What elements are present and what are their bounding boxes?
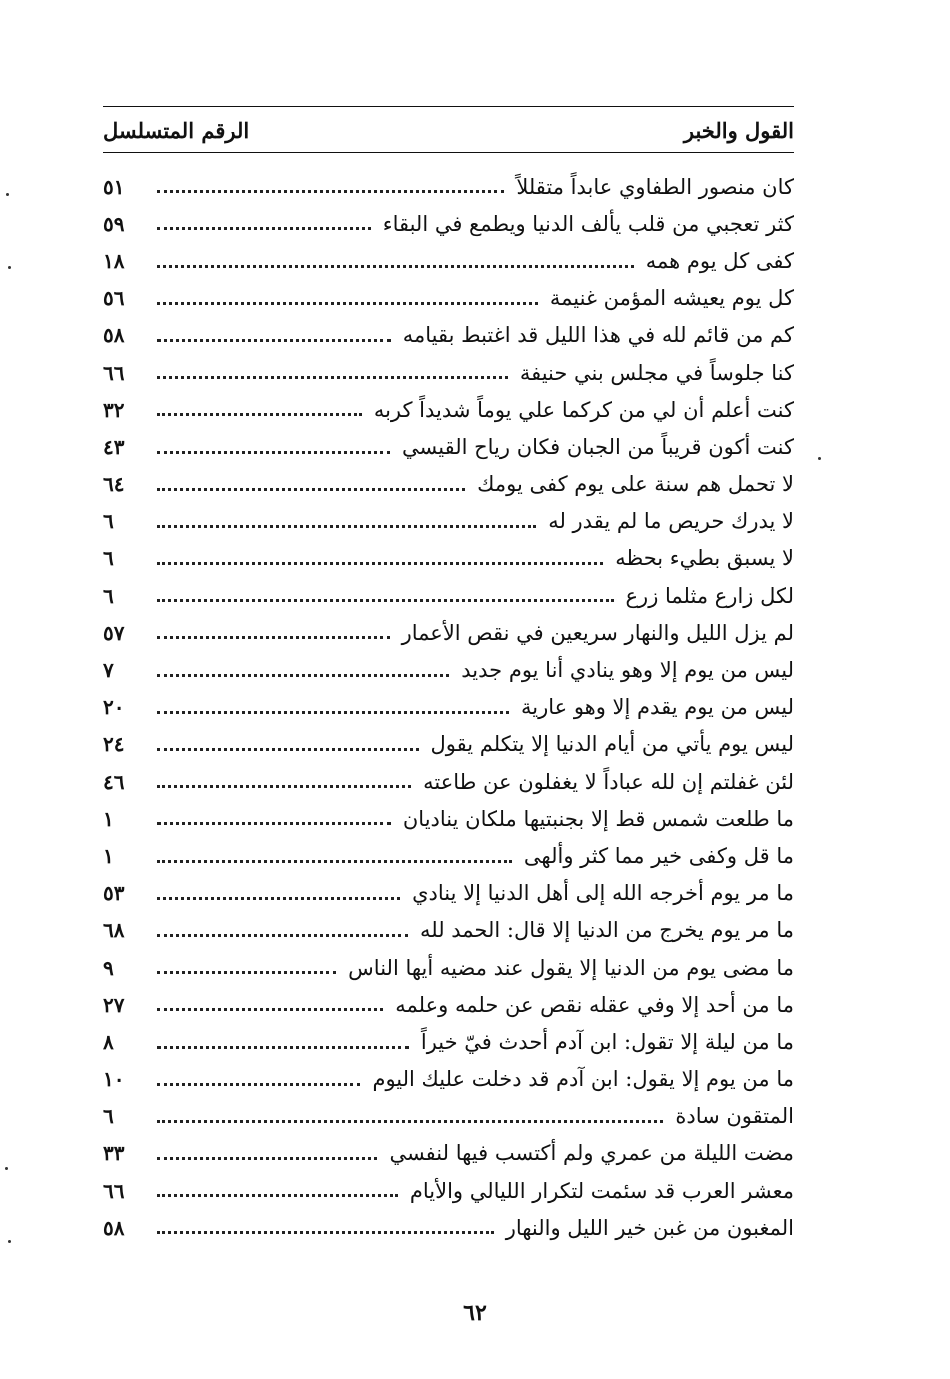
entry-saying: لئن غفلتم إن لله عباداً لا يغفلون عن طاعته — [423, 769, 794, 794]
entry-saying: كان منصور الطفاوي عابداً متقللاً — [516, 174, 794, 199]
dot-leader — [157, 205, 371, 242]
index-list — [103, 168, 794, 1246]
entry-saying: لكل زارع مثلما زرع — [625, 583, 794, 608]
header-bottom-rule — [103, 152, 794, 153]
entry-serial-number: ٥١ — [103, 174, 125, 199]
scan-speck — [6, 193, 9, 196]
entry-serial-number: ٨ — [103, 1029, 114, 1054]
entry-serial-number: ١٨ — [103, 248, 125, 273]
page-number: ٦٢ — [463, 1300, 487, 1326]
index-entry — [103, 986, 794, 1023]
index-entry — [103, 800, 794, 837]
entry-saying: ليس من يوم إلا وهو ينادي أنا يوم جديد — [461, 658, 794, 683]
entry-serial-number: ٥٨ — [103, 1215, 125, 1240]
index-entry — [103, 354, 794, 391]
entry-serial-number: ٦٤ — [103, 472, 125, 497]
entry-saying: ما مر يوم أخرجه الله إلى أهل الدنيا إلا ينادي — [412, 881, 794, 906]
index-entry — [103, 1023, 794, 1060]
entry-saying: كم من قائم لله في هذا الليل قد اغتبط بقيامه — [402, 323, 794, 348]
entry-serial-number: ٦٦ — [103, 1178, 125, 1203]
dot-leader — [157, 466, 465, 503]
scan-speck — [5, 1167, 8, 1170]
dot-leader — [157, 837, 512, 874]
entry-serial-number: ٦ — [103, 583, 114, 608]
entry-serial-number: ٥٦ — [103, 286, 125, 311]
index-entry — [103, 689, 794, 726]
entry-serial-number: ٦٨ — [103, 918, 125, 943]
entry-saying: مضت الليلة من عمري ولم أكتسب فيها لنفسي — [389, 1141, 794, 1166]
header-top-rule — [103, 106, 794, 107]
dot-leader — [157, 1061, 360, 1098]
header-saying-label: القول والخبر — [683, 117, 794, 143]
dot-leader — [157, 614, 390, 651]
entry-serial-number: ٤٦ — [103, 769, 125, 794]
index-entry — [103, 577, 794, 614]
entry-serial-number: ٦٦ — [103, 360, 125, 385]
index-entry — [103, 875, 794, 912]
entry-saying: لا تحمل هم سنة على يوم كفى يومك — [477, 472, 794, 497]
dot-leader — [157, 577, 614, 614]
index-entry — [103, 391, 794, 428]
index-entry — [103, 540, 794, 577]
entry-saying: ما من ليلة إلا تقول: ابن آدم أحدث فيّ خيراً — [420, 1029, 794, 1054]
entry-serial-number: ٥٧ — [103, 620, 125, 645]
dot-leader — [157, 540, 603, 577]
entry-serial-number: ٩ — [103, 955, 114, 980]
dot-leader — [157, 317, 391, 354]
dot-leader — [157, 168, 504, 205]
entry-saying: ما من أحد إلا وفي عقله نقص عن حلمه وعلمه — [395, 992, 794, 1017]
index-entry — [103, 205, 794, 242]
index-entry — [103, 1172, 794, 1209]
entry-saying: كثر تعجبي من قلب يألف الدنيا ويطمع في البقاء — [382, 211, 794, 236]
index-entry — [103, 763, 794, 800]
index-entry — [103, 651, 794, 688]
dot-leader — [157, 354, 508, 391]
dot-leader — [157, 763, 411, 800]
entry-saying: ما من يوم إلا يقول: ابن آدم قد دخلت عليك اليوم — [372, 1067, 794, 1092]
entry-saying: كنت أكون قريباً من الجبان فكان رياح القيسي — [402, 434, 794, 459]
dot-leader — [157, 800, 391, 837]
dot-leader — [157, 1023, 409, 1060]
dot-leader — [157, 1172, 398, 1209]
entry-serial-number: ٦ — [103, 1104, 114, 1129]
entry-saying: كنت أعلم أن لي من كركما علي يوماً شديداً كربه — [373, 397, 794, 422]
dot-leader — [157, 912, 408, 949]
entry-serial-number: ٣٢ — [103, 397, 125, 422]
index-entry — [103, 1209, 794, 1246]
entry-saying: ما مر يوم يخرج من الدنيا إلا قال: الحمد لله — [419, 918, 794, 943]
entry-saying: لم يزل الليل والنهار سريعين في نقص الأعمار — [401, 620, 794, 645]
index-entry — [103, 1098, 794, 1135]
index-entry — [103, 949, 794, 986]
entry-serial-number: ١ — [103, 843, 114, 868]
entry-saying: كنا جلوساً في مجلس بني حنيفة — [519, 360, 794, 385]
header-serial-label: الرقم المتسلسل — [103, 117, 250, 143]
entry-saying: معشر العرب قد سئمت لتكرار الليالي والأيام — [409, 1178, 794, 1203]
dot-leader — [157, 689, 509, 726]
dot-leader — [157, 1098, 663, 1135]
dot-leader — [157, 875, 400, 912]
entry-saying: لا يسبق بطيء بحظه — [615, 546, 794, 571]
entry-serial-number: ٦ — [103, 546, 114, 571]
entry-serial-number: ٥٣ — [103, 881, 125, 906]
index-entry — [103, 726, 794, 763]
entry-serial-number: ٦ — [103, 509, 114, 534]
index-entry — [103, 837, 794, 874]
scan-speck — [8, 1240, 11, 1243]
index-entry — [103, 168, 794, 205]
dot-leader — [157, 280, 538, 317]
entry-serial-number: ٥٩ — [103, 211, 125, 236]
entry-saying: ما مضى يوم من الدنيا إلا يقول عند مضيه أيها الناس — [348, 955, 794, 980]
index-entry — [103, 242, 794, 279]
dot-leader — [157, 1135, 377, 1172]
dot-leader — [157, 1209, 494, 1246]
index-entry — [103, 428, 794, 465]
entry-saying: ما طلعت شمس قط إلا بجنبتيها ملكان يناديان — [402, 806, 794, 831]
index-entry — [103, 912, 794, 949]
index-entry — [103, 466, 794, 503]
index-entry — [103, 280, 794, 317]
dot-leader — [157, 949, 336, 986]
index-entry — [103, 1061, 794, 1098]
index-entry — [103, 1135, 794, 1172]
entry-serial-number: ١ — [103, 806, 114, 831]
dot-leader — [157, 503, 536, 540]
entry-serial-number: ٢٧ — [103, 992, 125, 1017]
entry-saying: المغبون من غبن خير الليل والنهار — [505, 1215, 794, 1240]
table-header — [103, 112, 794, 148]
dot-leader — [157, 242, 634, 279]
dot-leader — [157, 651, 449, 688]
entry-saying: لا يدرك حريص ما لم يقدر له — [548, 509, 794, 534]
entry-saying: المتقون سادة — [675, 1104, 794, 1129]
entry-serial-number: ٢٤ — [103, 732, 125, 757]
index-entry — [103, 503, 794, 540]
dot-leader — [157, 986, 383, 1023]
dot-leader — [157, 726, 419, 763]
dot-leader — [157, 391, 362, 428]
entry-serial-number: ٢٠ — [103, 695, 125, 720]
index-entry — [103, 614, 794, 651]
entry-saying: ما قل وكفى خير مما كثر وألهى — [523, 843, 794, 868]
scan-speck — [8, 266, 11, 269]
entry-serial-number: ٣٣ — [103, 1141, 125, 1166]
entry-serial-number: ٧ — [103, 658, 114, 683]
entry-saying: ليس من يوم يقدم إلا وهو عارية — [520, 695, 794, 720]
entry-saying: كل يوم يعيشه المؤمن غنيمة — [549, 286, 794, 311]
entry-serial-number: ٥٨ — [103, 323, 125, 348]
entry-saying: كفى كل يوم همه — [645, 248, 794, 273]
scan-speck — [818, 457, 821, 460]
entry-serial-number: ١٠ — [103, 1067, 125, 1092]
dot-leader — [157, 428, 390, 465]
entry-saying: ليس يوم يأتي من أيام الدنيا إلا يتكلم يقول — [430, 732, 794, 757]
entry-serial-number: ٤٣ — [103, 434, 125, 459]
index-entry — [103, 317, 794, 354]
